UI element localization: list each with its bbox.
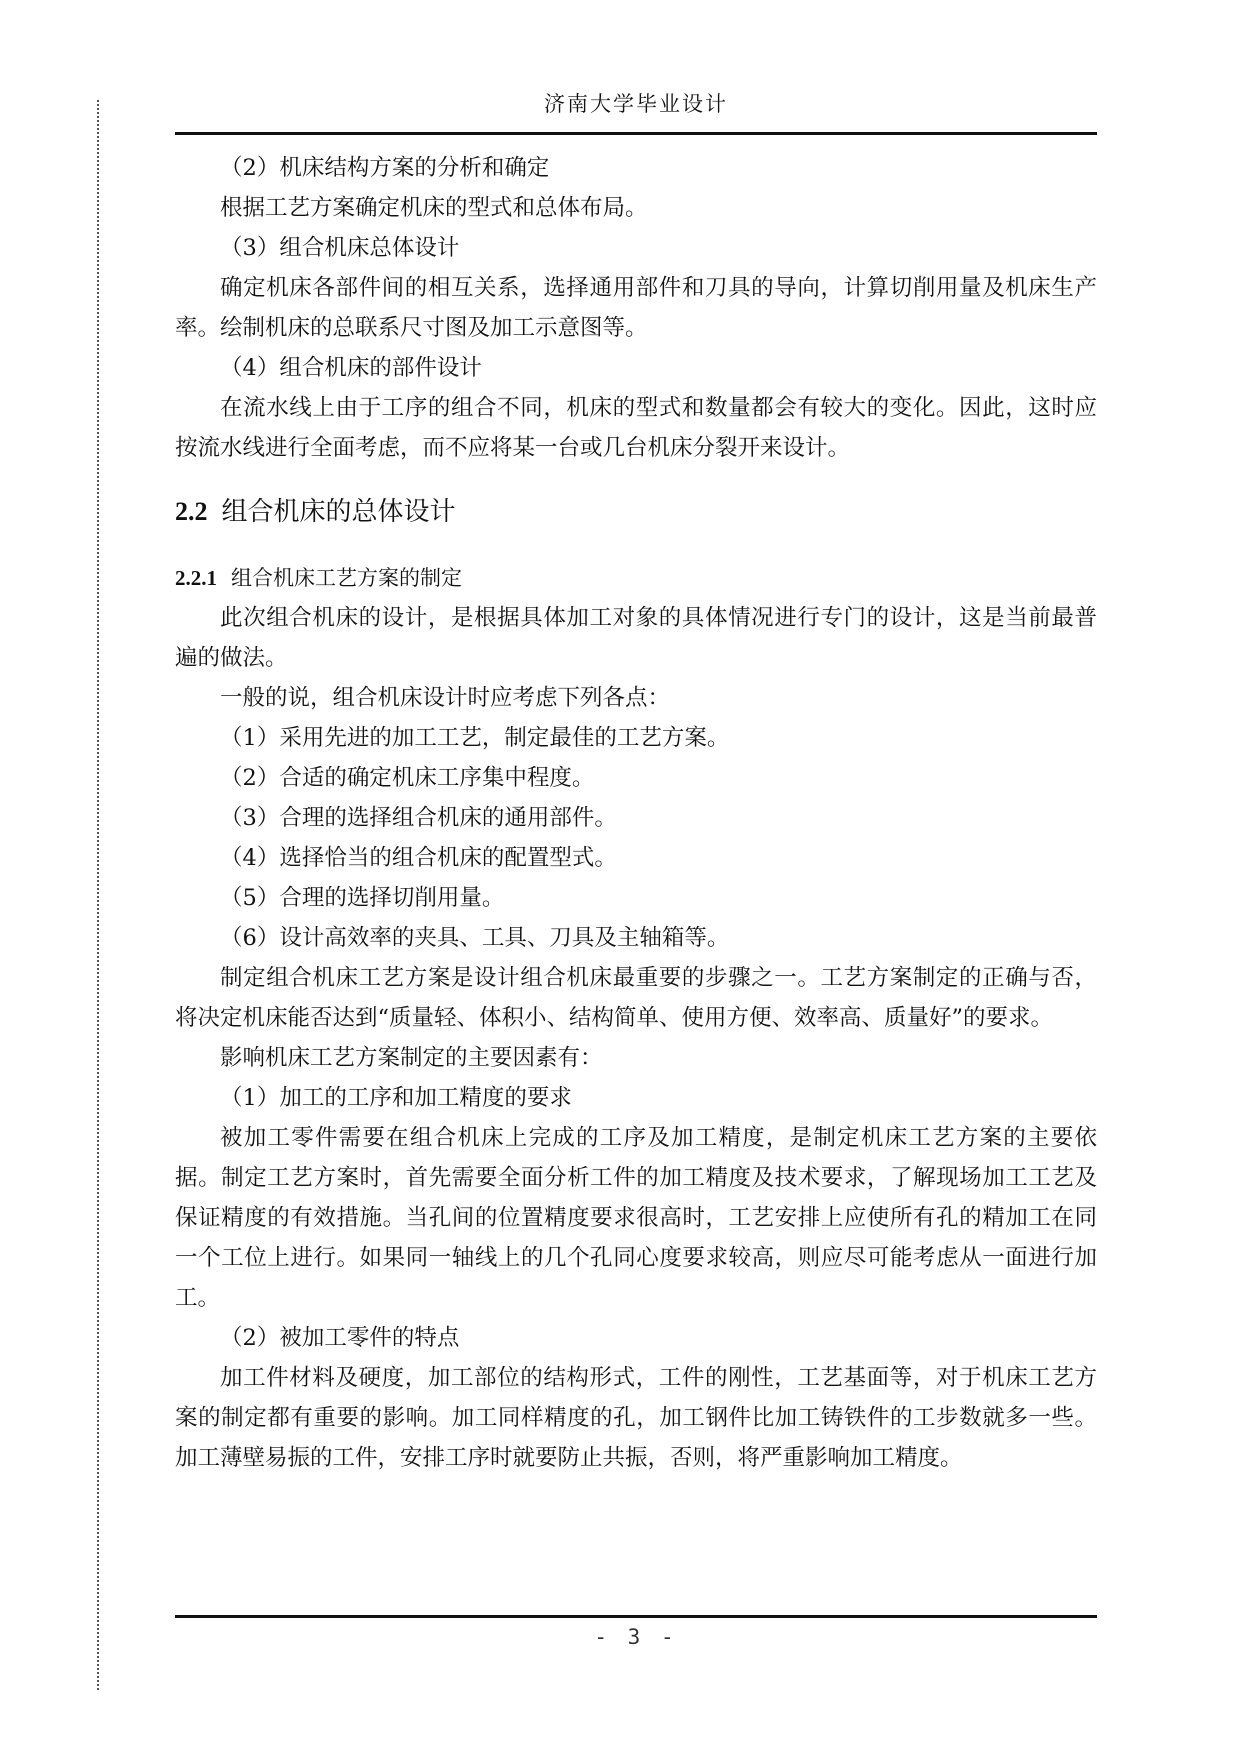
paragraph: （2）被加工零件的特点 (220, 1325, 460, 1351)
paragraph: （3）组合机床总体设计 (220, 235, 460, 261)
list-item: （2）合适的确定机床工序集中程度。 (220, 765, 595, 791)
paragraph: （1）加工的工序和加工精度的要求 (220, 1085, 572, 1111)
page-number: - 3 - (594, 1625, 678, 1649)
subsection-heading-text: 组合机床工艺方案的制定 (231, 566, 462, 590)
section-heading-text: 组合机床的总体设计 (221, 497, 456, 527)
paragraph: （4）组合机床的部件设计 (220, 355, 482, 381)
paragraph: 制定组合机床工艺方案是设计组合机床最重要的步骤之一。工艺方案制定的正确与否，将决定机床能否达到“质量轻、体积小、结构简单、使用方便、效率高、质量好”的要求。 (175, 965, 1097, 1031)
list-item: （4）选择恰当的组合机床的配置型式。 (220, 845, 617, 871)
section-heading-number: 2.2 (175, 497, 208, 526)
list-item: （1）采用先进的加工工艺，制定最佳的工艺方案。 (220, 725, 730, 751)
paragraph: 此次组合机床的设计，是根据具体加工对象的具体情况进行专门的设计，这是当前最普遍的做法。 (175, 605, 1097, 671)
list-item: （6）设计高效率的夹具、工具、刀具及主轴箱等。 (220, 925, 730, 951)
binding-margin-line (97, 100, 99, 1690)
subsection-heading-number: 2.2.1 (175, 566, 217, 590)
paragraph: 一般的说，组合机床设计时应考虑下列各点： (220, 685, 671, 711)
page-header-title: 济南大学毕业设计 (544, 92, 728, 116)
page-body (175, 148, 1097, 1478)
paragraph: 根据工艺方案确定机床的型式和总体布局。 (220, 195, 648, 221)
list-item: （3）合理的选择组合机床的通用部件。 (220, 805, 617, 831)
header-rule (175, 132, 1097, 135)
paragraph: 加工件材料及硬度，加工部位的结构形式，工件的刚性，工艺基面等，对于机床工艺方案的制定都有重要的影响。加工同样精度的孔，加工钢件比加工铸铁件的工步数就多一些。加工薄壁易振的工件，安排工序时就要防止共振，否则，将严重影响加工精度。 (175, 1365, 1097, 1471)
subsection-heading (175, 558, 1097, 598)
footer-rule (175, 1615, 1097, 1618)
section-heading (175, 492, 1097, 532)
paragraph: 影响机床工艺方案制定的主要因素有： (220, 1045, 603, 1071)
paragraph: 被加工零件需要在组合机床上完成的工序及加工精度，是制定机床工艺方案的主要依据。制定工艺方案时，首先需要全面分析工件的加工精度及技术要求，了解现场加工工艺及保证精度的有效措施。当孔间的位置精度要求很高时，工艺安排上应使所有孔的精加工在同一个工位上进行。如果同一轴线上的几个孔同心度要求较高，则应尽可能考虑从一面进行加工。 (175, 1125, 1097, 1311)
list-item: （5）合理的选择切削用量。 (220, 885, 505, 911)
paragraph: （2）机床结构方案的分析和确定 (220, 155, 550, 181)
paragraph: 确定机床各部件间的相互关系，选择通用部件和刀具的导向，计算切削用量及机床生产率。绘制机床的总联系尺寸图及加工示意图等。 (175, 275, 1097, 341)
paragraph: 在流水线上由于工序的组合不同，机床的型式和数量都会有较大的变化。因此，这时应按流水线进行全面考虑，而不应将某一台或几台机床分裂开来设计。 (175, 395, 1097, 461)
